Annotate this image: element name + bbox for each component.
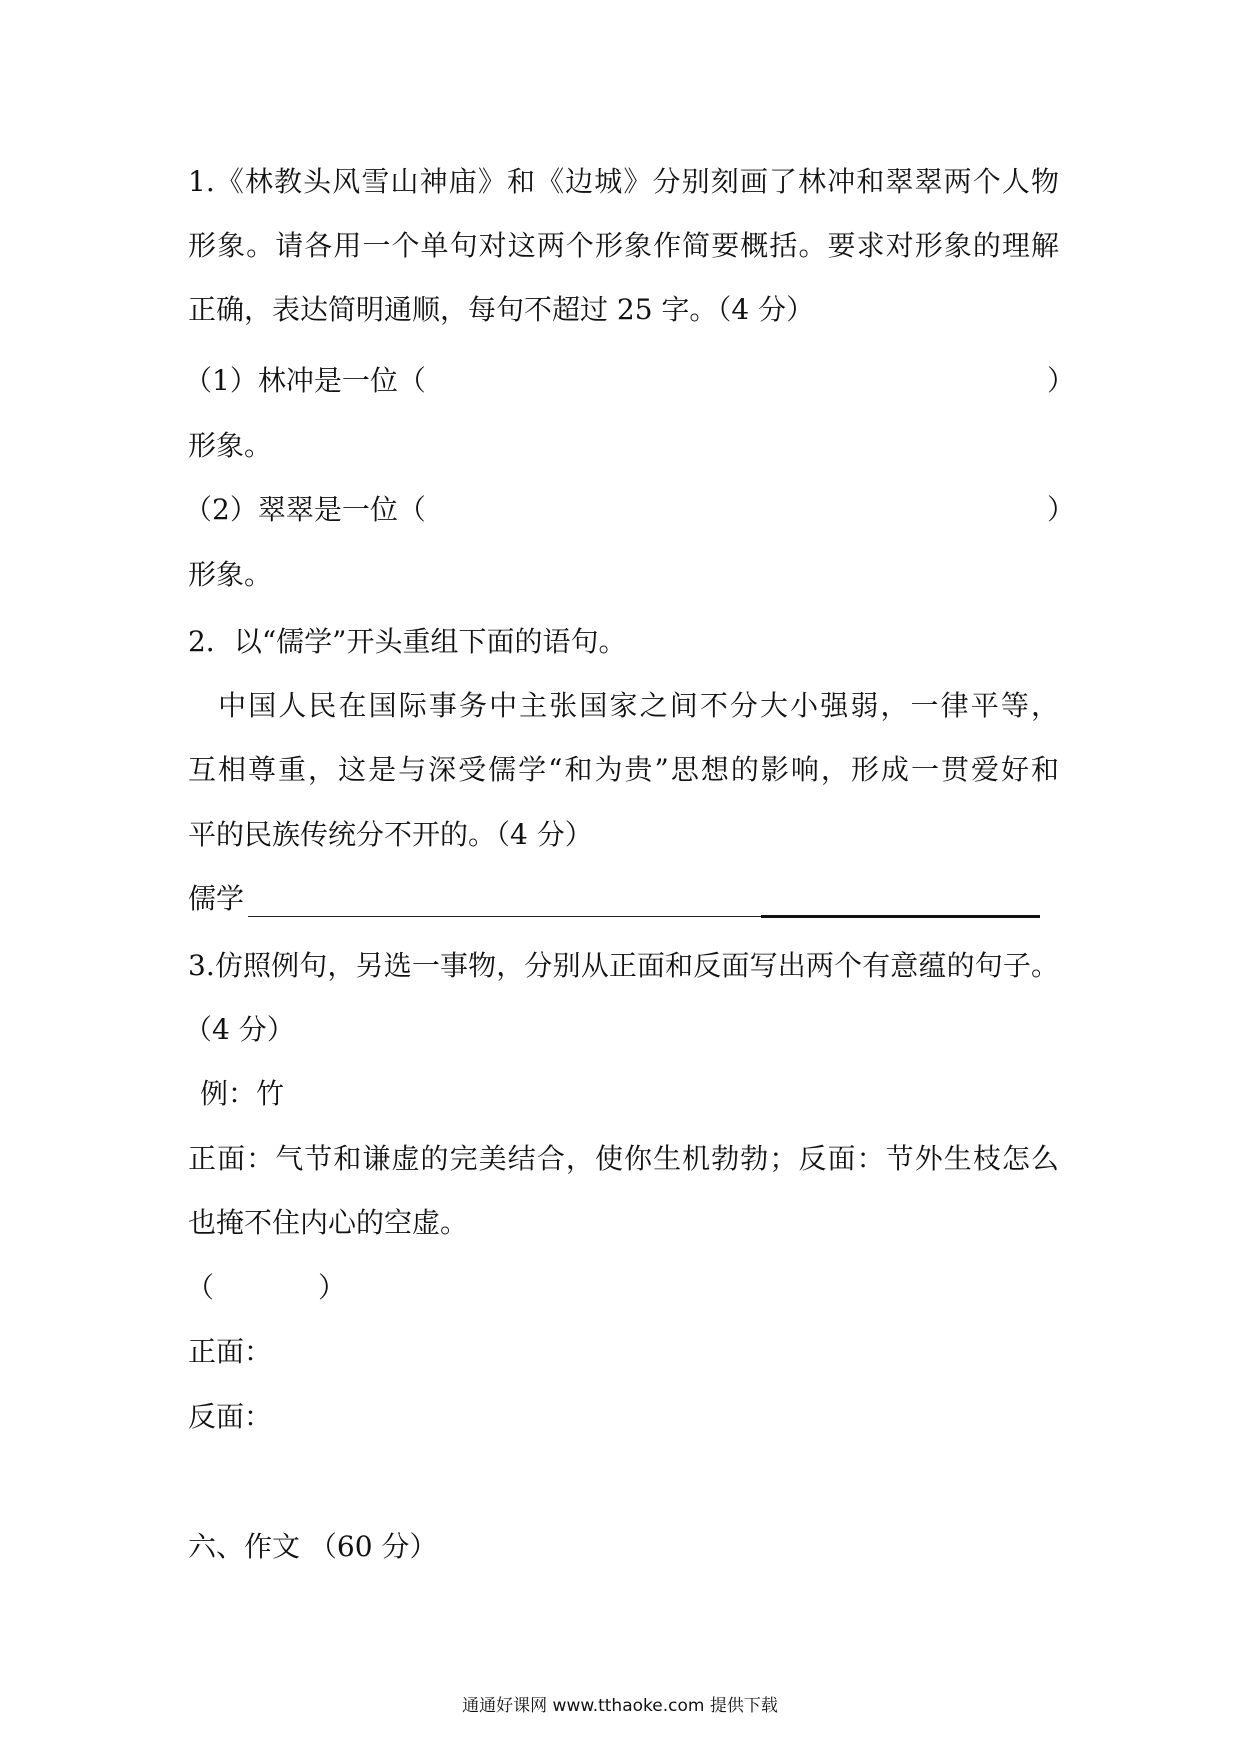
q1-text-line-2: 形象。请各用一个单句对这两个形象作简要概括。要求对形象的理解 (188, 229, 1059, 262)
section-6-title: 六、作文 （60 分） (188, 1530, 438, 1563)
q2-answer-blank-line-bold (761, 915, 1040, 918)
q2-paragraph-line-1: 中国人民在国际事务中主张国家之间不分大小强弱，一律平等， (188, 689, 1059, 722)
q1-sub2-close-paren: ） (1047, 493, 1076, 526)
q2-answer-prefix: 儒学 (188, 882, 245, 915)
q3-text-line-2: （4 分） (184, 1013, 295, 1046)
q3-blank-open-paren: （ (186, 1271, 215, 1304)
q3-example-line-2: 也掩不住内心的空虚。 (188, 1206, 469, 1239)
q1-sub2-prefix: （2）翠翠是一位（ (184, 493, 426, 526)
q3-blank-close-paren: ） (318, 1271, 347, 1304)
q3-example-label: 例：竹 (200, 1077, 285, 1110)
q1-sub2-suffix: 形象。 (188, 558, 273, 591)
page-footer: 通通好课网 www.tthaoke.com 提供下载 (462, 1696, 778, 1716)
q1-text-line-3: 正确，表达简明通顺，每句不超过 25 字。（4 分） (188, 293, 815, 326)
q3-example-line-1: 正面：气节和谦虚的完美结合，使你生机勃勃；反面：节外生枝怎么 (188, 1142, 1059, 1175)
q1-sub1-suffix: 形象。 (188, 429, 273, 462)
q1-text-line-1: 1.《林教头风雪山神庙》和《边城》分别刻画了林冲和翠翠两个人物 (188, 165, 1059, 198)
q2-paragraph-line-2: 互相尊重，这是与深受儒学“和为贵”思想的影响，形成一贯爱好和 (188, 753, 1059, 786)
q2-answer-blank-line (248, 916, 761, 917)
q3-front-label: 正面： (188, 1335, 273, 1368)
q2-paragraph-line-3: 平的民族传统分不开的。（4 分） (188, 818, 593, 851)
q3-back-label: 反面： (188, 1400, 273, 1433)
q1-sub1-prefix: （1）林冲是一位（ (184, 364, 426, 397)
q1-sub1-close-paren: ） (1047, 364, 1076, 397)
q2-title: 2．以“儒学”开头重组下面的语句。 (188, 625, 627, 658)
q3-text-line-1: 3.仿照例句，另选一事物，分别从正面和反面写出两个有意蕴的句子。 (188, 949, 1059, 982)
